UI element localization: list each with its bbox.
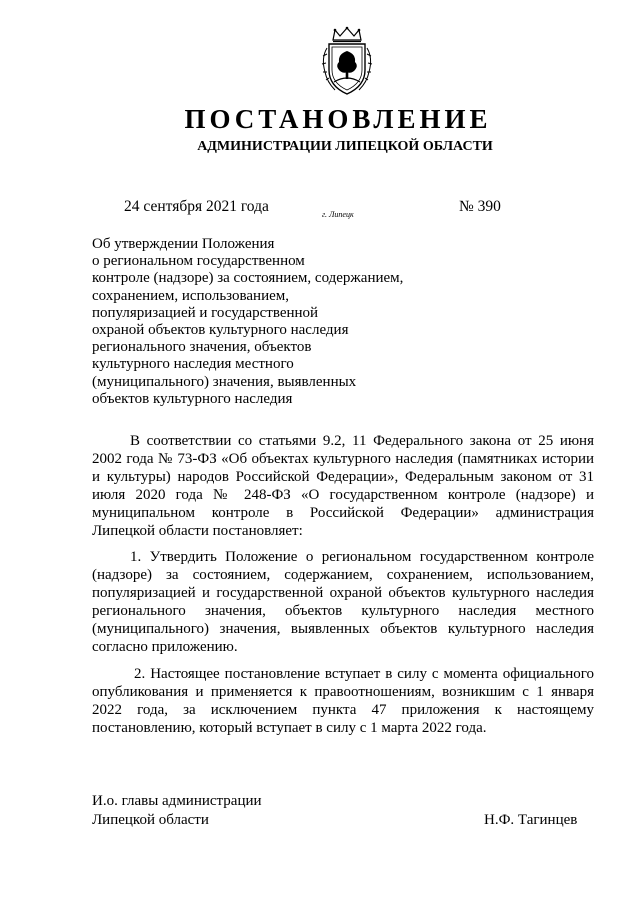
document-heading — [92, 236, 432, 408]
document-city: г. Липецк — [322, 210, 354, 219]
heading-line: охраной объектов культурного наследия — [92, 322, 349, 339]
signatory-position — [92, 792, 262, 830]
heading-line: популяризацией и государственной — [92, 304, 319, 321]
item-2-paragraph: 2. Настоящее постановление вступает в силу с момента официального опубликования и применяется к правоотношениям, возникшим с 1 января 2022 года, за исключением пункта 47 приложения к настоящему постановлению, который вступает в силу с 1 марта 2022 года. — [92, 666, 594, 736]
lipetsk-oblast-coat-of-arms-icon — [317, 26, 377, 98]
document-title: ПОСТАНОВЛЕНИЕ — [184, 104, 492, 134]
heading-line: контроле (надзоре) за состоянием, содержанием, — [92, 270, 404, 287]
item-1-paragraph: 1. Утвердить Положение о региональном государственном контроле (надзоре) за состоянием, содержанием, сохранением, использованием, популяризацией и государственной охраной объектов культурного наследия регионального значения, объектов культурного наследия местного (муниципального) значения, выявленных объектов культурного наследия согласно приложению. — [92, 549, 594, 655]
signatory-position-line: Липецкой области — [92, 812, 209, 828]
heading-line: регионального значения, объектов — [92, 339, 312, 356]
heading-line: объектов культурного наследия — [92, 390, 293, 407]
heading-line: Об утверждении Положения — [92, 236, 275, 252]
document-number: № 390 — [459, 198, 501, 215]
heading-line: сохранением, использованием, — [92, 287, 290, 304]
heading-line: (муниципального) значения, выявленных — [92, 373, 357, 390]
signatory-name: Н.Ф. Тагинцев — [484, 812, 578, 828]
document-date: 24 сентября 2021 года — [124, 198, 269, 215]
signatory-position-line: И.о. главы администрации — [92, 793, 262, 809]
heading-line: о региональном государственном — [92, 253, 305, 270]
heading-line: культурного наследия местного — [92, 356, 294, 373]
preamble-paragraph: В соответствии со статьями 9.2, 11 Федерального закона от 25 июня 2002 года № 73-ФЗ «Об объектах культурного наследия (памятниках истории и культуры) народов Российской Федерации», Федеральным законом от 31 июля 2020 года № 248-ФЗ «О государственном контроле (надзоре) и муниципальном контроле в Российской Федерации» администрация Липецкой области постановляет: — [92, 433, 594, 539]
issuing-authority: АДМИНИСТРАЦИИ ЛИПЕЦКОЙ ОБЛАСТИ — [197, 139, 493, 154]
